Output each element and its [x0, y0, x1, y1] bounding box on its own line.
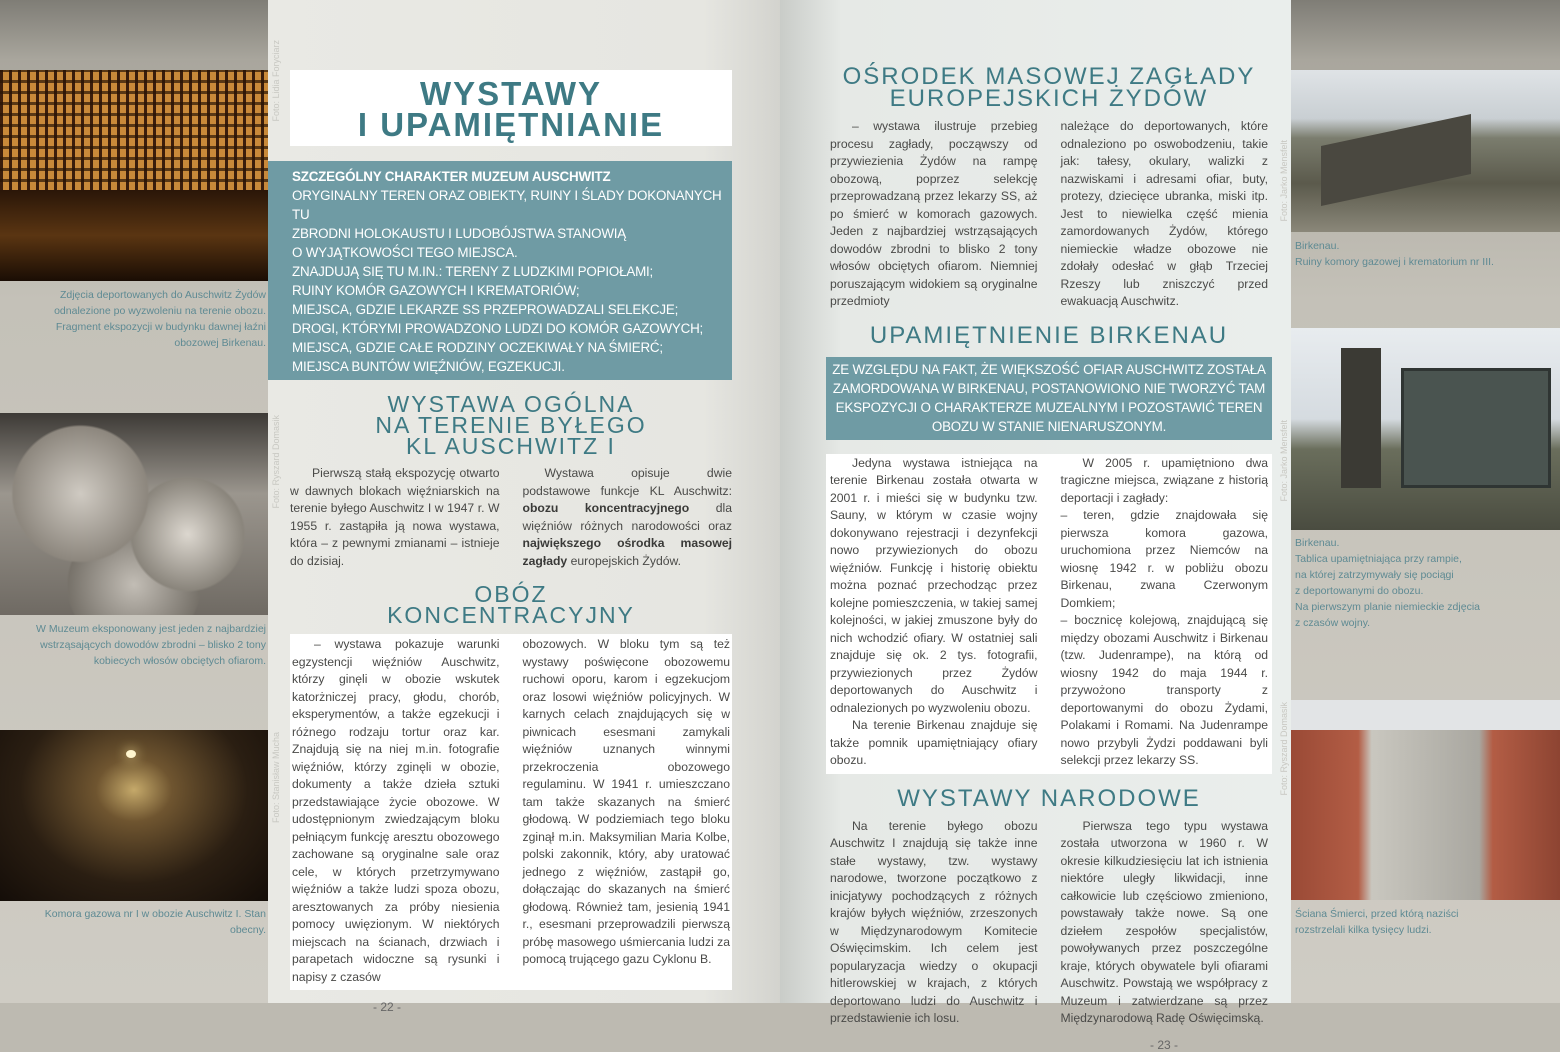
- caption-line: Birkenau.: [1295, 537, 1340, 549]
- caption-line: z czasów wojny.: [1295, 617, 1371, 629]
- bold-text: największego ośrodka masowej zagłady: [522, 536, 732, 568]
- text: dla więźniów różnych narodowości oraz: [522, 501, 732, 533]
- photo-caption: Zdjęcia deportowanych do Auschwitz Żydów odnalezione po wyzwoleniu na terenie obozu. Fragment ekspozycji w budynku dawnej łaźni obozowej Birkenau.: [54, 289, 266, 349]
- caption-line: Ściana Śmierci, przed którą naziści: [1295, 908, 1459, 920]
- caption-line: Birkenau.: [1295, 240, 1340, 252]
- heading-line: NA TERENIE BYŁEGO: [375, 412, 647, 438]
- lead-box: ZE WZGLĘDU NA FAKT, ŻE WIĘKSZOŚĆ OFIAR AUSCHWITZ ZOSTAŁA ZAMORDOWANA W BIRKENAU, POSTANOWIONO NIE TWORZYĆ TAM EKSPOZYCJI O CHARAKTERZE MUZEALNYM I POZOSTAWIĆ TEREN OBOZU W STANIE NIENARUSZONYM.: [826, 357, 1272, 440]
- lead-heading: SZCZEGÓLNY CHARAKTER MUZEUM AUSCHWITZ: [292, 169, 611, 184]
- page-number: - 22 -: [373, 1000, 402, 1014]
- title-line: WYSTAWY: [419, 75, 603, 112]
- photo-caption: Komora gazowa nr I w obozie Auschwitz I. Stan obecny.: [44, 908, 266, 936]
- heading-line: EUROPEJSKICH ŻYDÓW: [889, 85, 1209, 112]
- text: europejskich Żydów.: [567, 553, 682, 568]
- paragraph: – bocznicę kolejową, znajdującą się między obozami Auschwitz i Birkenau (tzw. Judenrampe), na którą od wiosny 1942 do maja 1944 r. przywożono transporty z deportowanymi do obozu Żydami, Polakami i Romami. Na Judenrampe nowo przybyli Żydzi poddawani byli selekcji przez lekarzy SS.: [1060, 613, 1268, 767]
- paragraph: [523, 465, 733, 570]
- photo-credit: Foto: Ryszard Domasik: [271, 415, 281, 509]
- text-columns: [290, 465, 732, 570]
- page-number: - 23 -: [1150, 1037, 1179, 1052]
- photo-caption: W Muzeum eksponowany jest jeden z najbardziej wstrząsających dowodów zbrodni – blisko 2 tony kobiecych włosów obciętych ofiarom.: [36, 623, 266, 667]
- photo-portraits-wall: [0, 70, 268, 281]
- heading-line: KL AUSCHWITZ I: [406, 433, 616, 459]
- paragraph: – wystawa ilustruje przebieg procesu zagłady, począwszy od przywiezienia Żydów na rampę obozową, poprzez selekcję przeprowadzaną przez lekarzy SS, aż po śmierć w komorach gazowych. Jeden z najbardziej wstrząsających dowodów zbrodni to blisko 2 tony włosów obciętych ofiarom. Niemniej poruszającym widokiem są oryginalne przedmioty: [830, 119, 1038, 308]
- section-heading: UPAMIĘTNIENIE BIRKENAU: [869, 321, 1229, 349]
- caption-line: Na pierwszym planie niemieckie zdjęcia: [1295, 601, 1480, 613]
- paragraph: należące do deportowanych, które odnaleziono po oswobodzeniu, takie jak: tałesy, okulary, walizki z nazwiskami i adresami ofiar, buty, protezy, dziecięce ubranka, miski itp. Jest to niewielka część mienia zamordowanych Żydów, którego niemieckie władze obozowe nie zdołały odesłać w głąb Trzeciej Rzeszy lub zniszczyć przed ewakuacją Auschwitz.: [1060, 119, 1268, 308]
- text-column: [523, 636, 731, 986]
- photo-credit: Foto: Ryszard Domasik: [1279, 702, 1289, 796]
- bold-text: obozu koncentracyjnego: [522, 501, 690, 515]
- photo-death-wall: [1291, 700, 1560, 900]
- text-column: [523, 465, 733, 570]
- text-box: [826, 454, 1272, 774]
- lead-line: DROGI, KTÓRYMI PROWADZONO LUDZI DO KOMÓR GAZOWYCH;: [292, 321, 704, 336]
- section-heading: [290, 391, 732, 459]
- photo-caption: [1295, 535, 1555, 631]
- lead-line: ORYGINALNY TEREN ORAZ OBIEKTY, RUINY I ŚLADY DOKONANYCH TU: [292, 188, 722, 222]
- lead-line: MIEJSCA, GDZIE CAŁE RODZINY OCZEKIWAŁY NA ŚMIERĆ;: [292, 340, 663, 355]
- photo-hair: [0, 413, 268, 615]
- caption-line: na której zatrzymywały się pociągi: [1295, 569, 1454, 581]
- paragraph: Na terenie byłego obozu Auschwitz I znajdują się także inne stałe wystawy, tzw. wystawy narodowe, tworzone początkowo z inicjatywy pochodzących z różnych krajów byłych więźniów, zrzeszonych w Międzynarodowym Komitecie Oświęcimskim. Ich celem jest popularyzacja wiedzy o okupacji hitlerowskiej w krajach, z których deportowano ludzi do Auschwitz i przedstawienie ich losu.: [830, 818, 1038, 1025]
- section-heading: [290, 581, 732, 628]
- text-column: [1061, 455, 1269, 770]
- lead-box: [268, 161, 732, 380]
- section-heading: WYSTAWY NARODOWE: [897, 784, 1201, 812]
- caption-line: Tablica upamiętniająca przy rampie,: [1295, 553, 1462, 565]
- text-column: [1061, 818, 1269, 1028]
- photo-ramp-memorial: [1291, 328, 1560, 530]
- heading-line: KONCENTRACYJNY: [387, 602, 635, 628]
- lead-line: O WYJĄTKOWOŚCI TEGO MIEJSCA.: [292, 245, 518, 260]
- lead-line: ZNAJDUJĄ SIĘ TU M.IN.: TERENY Z LUDZKIMI POPIOŁAMI;: [292, 264, 654, 279]
- text-column: [292, 636, 500, 986]
- paragraph: Jedyna wystawa istniejąca na terenie Birkenau została otwarta w 2001 r. i mieści się w budynku tzw. Sauny, w którym w czasie wojny dokonywano rejestracji i dezynfekcji nowo przywiezionych do obozu więźniów. Funkcję i historię obiektu można poznać przechodząc przez kolejne pomieszczenia, w takiej samej kolejności, w jakiej zmuszone były do nich wchodzić ofiary. W ostatniej sali znajduje się ok. 2 tys. fotografii, przywiezionych przez Żydów deportowanych do Auschwitz i odnalezionych po wyzwoleniu obozu.: [830, 455, 1038, 715]
- photo-crematorium-ruins: [1291, 70, 1560, 232]
- caption-line: z deportowanymi do obozu.: [1295, 585, 1424, 597]
- lead-line: ZBRODNI HOLOKAUSTU I LUDOBÓJSTWA STANOWIĄ: [292, 226, 627, 241]
- text-column: [830, 118, 1038, 311]
- photo-gas-chamber: [0, 730, 268, 901]
- text-columns: [826, 818, 1272, 1028]
- photo-credit: Foto: Lidia Foryciarz: [271, 40, 281, 122]
- photo-credit: Foto: Jarko Mensfelt: [1279, 140, 1289, 222]
- paragraph: – teren, gdzie znajdowała się pierwsza komora gazowa, uruchomiona przez Niemców na wiosnę 1942 r. w pobliżu obozu Birkenau, zwana Czerwonym Domkiem;: [1060, 508, 1268, 610]
- paragraph: Pierwsza tego typu wystawa została utworzona w 1960 r. W okresie kilkudziesięciu lat ich istnienia niektóre uległy likwidacji, inne całkowicie lub częściowo zmieniono, powstawały także nowe. Są one dziełem zespołów specjalistów, powoływanych przez poszczególne kraje, których obywatele byli ofiarami Auschwitz. Powstają we współpracy z Muzeum i zatwierdzane są przez Międzynarodową Radę Oświęcimską.: [1060, 818, 1268, 1025]
- paragraph: W 2005 r. upamiętniono dwa tragiczne miejsca, związane z historią deportacji i zagłady:: [1060, 455, 1268, 505]
- heading-line: OBÓZ: [474, 581, 548, 607]
- heading-line: WYSTAWA OGÓLNA: [387, 391, 635, 417]
- text-column: [830, 455, 1038, 770]
- paragraph: obozowych. W bloku tym są też wystawy poświęcone obozowemu ruchowi oporu, karom i egzekucjom oraz losowi więźniów policyjnych. W karnych celach znajdujących się w piwnicach esesmani zamykali więźniów uznanych winnymi przekroczenia obozowego regulaminu. W 1941 r. umieszczano tam także skazanych na śmierć głodową. W podziemiach tego bloku zginął m.in. Maksymilian Maria Kolbe, polski zakonnik, który, aby uratować jednego z więźniów, zastąpił go, dołączając do skazanych na śmierć głodową. Również tam, jesienią 1941 r., esesmani przeprowadzili pierwszą próbę masowego uśmiercania ludzi za pomocą trującego gazu Cyklonu B.: [522, 637, 730, 966]
- page-title: [290, 70, 732, 146]
- title-line: I UPAMIĘTNIANIE: [357, 106, 665, 143]
- right-page-content: [826, 63, 1272, 1052]
- lead-line: RUINY KOMÓR GAZOWYCH I KREMATORIÓW;: [292, 283, 580, 298]
- photo-credit: Foto: Stanisław Mucha: [271, 732, 281, 824]
- text-columns: [826, 118, 1272, 311]
- lead-line: MIEJSCA BUNTÓW WIĘŹNIÓW, EGZEKUCJI.: [292, 359, 565, 374]
- text-column: [1061, 118, 1269, 311]
- heading-line: OŚRODEK MASOWEJ ZAGŁADY: [842, 63, 1256, 90]
- text-column: [290, 465, 500, 570]
- caption-line: Ruiny komory gazowej i krematorium nr III.: [1295, 256, 1494, 268]
- text-column: [830, 818, 1038, 1028]
- left-page-content: [290, 70, 732, 1014]
- photo-caption: [1295, 238, 1555, 270]
- caption-line: rozstrzelali kilka tysięcy ludzi.: [1295, 924, 1432, 936]
- paragraph: – wystawa pokazuje warunki egzystencji więźniów Auschwitz, którzy ginęli w obozie wskutek katorżniczej pracy, głodu, chorób, eksperymentów, a także egzekucji i różnego rodzaju tortur oraz kar. Znajdują się na niej m.in. fotografie więźniów, którzy zginęli w obozie, dokumenty a także dzieła sztuki przedstawiające życie obozowe. W udostępnionym zwiedzającym bloku pełniącym funkcję aresztu obozowego zachowane są oryginalne sale oraz cele, w których przetrzymywano więźniów a także ludzi spoza obozu, aresztowanych za próby niesienia pomocy uwięzionym. W niektórych miejscach na ścianach, drzwiach i parapetach widoczne są rysunki i napisy z czasów: [292, 637, 500, 984]
- lead-line: MIEJSCA, GDZIE LEKARZE SS PRZEPROWADZALI SELEKCJE;: [292, 302, 679, 317]
- photo-credit: Foto: Jarko Mensfelt: [1279, 420, 1289, 502]
- paragraph: Na terenie Birkenau znajduje się także pomnik upamiętniający ofiary obozu.: [830, 718, 1038, 767]
- section-heading: [826, 63, 1272, 112]
- paragraph: Pierwszą stałą ekspozycję otwarto w dawnych blokach więźniarskich na terenie byłego Auschwitz I w 1947 r. W 1955 r. zastąpiła ją nowa wystawa, która – z pewnymi zmianami – istnieje do dzisiaj.: [290, 466, 500, 568]
- text: Wystawa opisuje dwie podstawowe funkcje KL Auschwitz:: [522, 466, 732, 498]
- photo-caption: [1295, 906, 1555, 938]
- text-box: [290, 634, 732, 990]
